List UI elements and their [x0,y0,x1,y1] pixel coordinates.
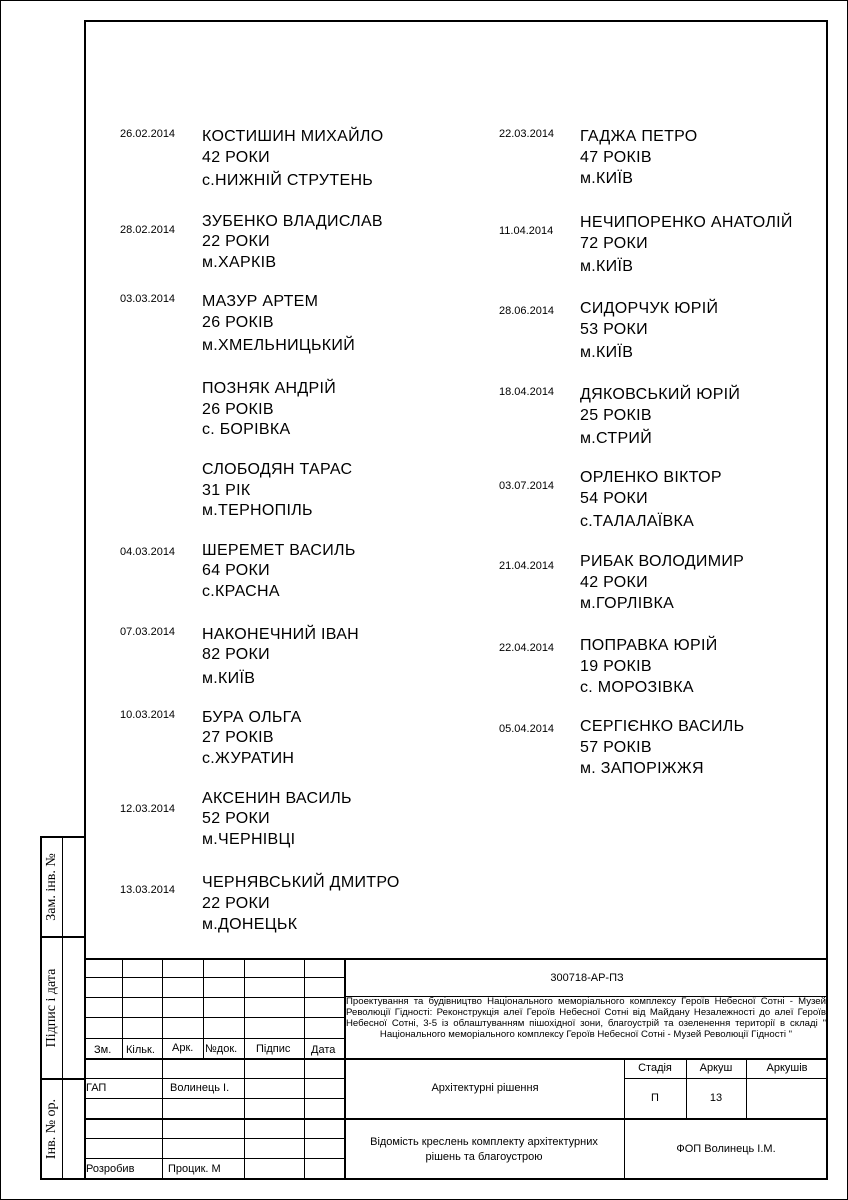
entry-age: 64 РОКИ [202,562,270,579]
entry-age: 22 РОКИ [202,895,270,912]
entry-age: 31 РІК [202,482,251,499]
header-ndok: №док. [205,1043,238,1055]
entry-name: БУРА ОЛЬГА [202,709,302,726]
entry-place: м.ДОНЕЦЬК [202,916,298,933]
header-pidpys: Підпис [256,1043,291,1055]
entry-age: 47 РОКІВ [580,149,652,166]
entry-place: с.КРАСНА [202,583,280,600]
gap-label: ГАП [86,1082,107,1094]
header-ark: Арк. [172,1042,194,1054]
entry-place: м. ЗАПОРІЖЖЯ [580,760,704,777]
header-zm: Зм. [94,1044,112,1056]
entry-date: 26.02.2014 [120,128,176,140]
entry-age: 57 РОКІВ [580,739,652,756]
entry-name: НАКОНЕЧНИЙ ІВАН [202,626,360,643]
entry-place: м.КИЇВ [580,170,634,187]
side-label-pidpys: Підпис і дата [44,968,59,1048]
entry-date: 07.03.2014 [120,626,176,638]
entry-age: 54 РОКИ [580,490,648,507]
header-kilk: Кільк. [126,1044,155,1056]
entry-date: 03.07.2014 [499,480,555,492]
entry-age: 42 РОКИ [202,149,270,166]
gap-name: Волинець І. [170,1082,230,1094]
entry-place: м.КИЇВ [580,344,634,361]
entry-name: ШЕРЕМЕТ ВАСИЛЬ [202,542,356,559]
entry-place: м.ХАРКІВ [202,254,277,271]
stadia-value: П [651,1092,659,1104]
side-stamp-zam-inv [40,836,84,938]
entry-date: 22.03.2014 [499,128,555,140]
entry-date: 05.04.2014 [499,723,555,735]
entry-place: с. БОРІВКА [202,421,291,438]
entry-date: 28.06.2014 [499,305,555,317]
entry-age: 53 РОКИ [580,321,648,338]
rozrobyv-label: Розробив [86,1163,135,1175]
section-title: Архітектурні рішення [431,1082,539,1094]
entry-age: 22 РОКИ [202,233,270,250]
entry-date: 11.04.2014 [499,225,554,237]
entry-age: 26 РОКІВ [202,401,274,418]
entry-name: НЕЧИПОРЕНКО АНАТОЛІЙ [580,214,793,231]
entry-age: 25 РОКІВ [580,407,652,424]
entry-age: 52 РОКИ [202,810,270,827]
entry-name: ПОПРАВКА ЮРІЙ [580,637,718,654]
entry-date: 22.04.2014 [499,642,555,654]
entry-date: 21.04.2014 [499,560,555,572]
entry-place: м.ЧЕРНІВЦІ [202,831,296,848]
entry-place: м.ГОРЛІВКА [580,595,675,612]
entry-date: 13.03.2014 [120,884,176,896]
entry-age: 42 РОКИ [580,574,648,591]
entry-name: СЕРГІЄНКО ВАСИЛЬ [580,718,745,735]
side-stamp-inv-or [40,1078,84,1180]
arkush-value: 13 [709,1092,723,1104]
entry-place: м.СТРИЙ [580,430,653,447]
entry-place: м.ХМЕЛЬНИЦЬКИЙ [202,337,356,354]
arkush-label: Аркуш [699,1062,733,1074]
title-block [84,958,828,1180]
entry-name: ДЯКОВСЬКИЙ ЮРІЙ [580,386,741,403]
entry-date: 03.03.2014 [120,293,176,305]
entry-name: ЗУБЕНКО ВЛАДИСЛАВ [202,213,383,230]
entry-date: 10.03.2014 [120,709,176,721]
entry-name: КОСТИШИН МИХАЙЛО [202,128,384,145]
entry-age: 26 РОКІВ [202,314,274,331]
entry-place: с.НИЖНІЙ СТРУТЕНЬ [202,172,374,189]
entry-place: м.КИЇВ [580,258,634,275]
entry-date: 12.03.2014 [120,803,176,815]
document-code: 300718-АР-ПЗ [550,972,624,984]
entry-date: 28.02.2014 [120,224,176,236]
entry-place: с.ЖУРАТИН [202,750,295,767]
entry-date: 04.03.2014 [120,546,176,558]
rozrobyv-name: Процик. М [168,1163,221,1175]
entry-date: 18.04.2014 [499,386,555,398]
entry-name: СИДОРЧУК ЮРІЙ [580,300,719,317]
company-name: ФОП Волинець І.М. [676,1143,776,1155]
project-description: Проектування та будівництво Національного меморіального комплексу Героїв Небесної Сотні - Музей Революції Гідності: Реконструкція алеї Героїв Небесної Сотні від Майдану Незалежності до алеї Героїв Небесної Сотні, 3-5 із облаштуванням пішохідної зони, благоустрій та озеленення території в складі " Національного меморіального комплексу Героїв Небесної Сотні - Музей Революції Гідності " [346,996,826,1040]
entry-age: 19 РОКІВ [580,658,652,675]
entry-name: ПОЗНЯК АНДРІЙ [202,380,337,397]
sheet-title: Відомість креслень комплекту архітектурних рішень та благоустрою [370,1136,598,1163]
entry-name: ГАДЖА ПЕТРО [580,128,698,145]
entry-age: 27 РОКІВ [202,729,274,746]
entry-place: м.ТЕРНОПІЛЬ [202,502,313,519]
entry-name: РИБАК ВОЛОДИМИР [580,553,745,570]
entry-name: АКСЕНИН ВАСИЛЬ [202,790,352,807]
entry-age: 82 РОКИ [202,646,270,663]
side-label-inv-or: Інв. № ор. [44,1098,59,1160]
header-data: Дата [311,1044,336,1056]
side-label-zam-inv: Зам. інв. № [44,853,59,921]
arkushiv-label: Аркушів [766,1062,808,1074]
stadia-label: Стадія [638,1062,672,1074]
side-stamp-pidpys [40,938,84,1080]
entry-place: с.ТАЛАЛАЇВКА [580,513,695,530]
entry-age: 72 РОКИ [580,235,648,252]
entry-name: ОРЛЕНКО ВІКТОР [580,469,722,486]
entry-name: МАЗУР АРТЕМ [202,293,319,310]
entry-name: ЧЕРНЯВСЬКИЙ ДМИТРО [202,874,400,891]
entry-name: СЛОБОДЯН ТАРАС [202,461,353,478]
entry-place: с. МОРОЗІВКА [580,679,694,696]
entry-place: м.КИЇВ [202,670,256,687]
